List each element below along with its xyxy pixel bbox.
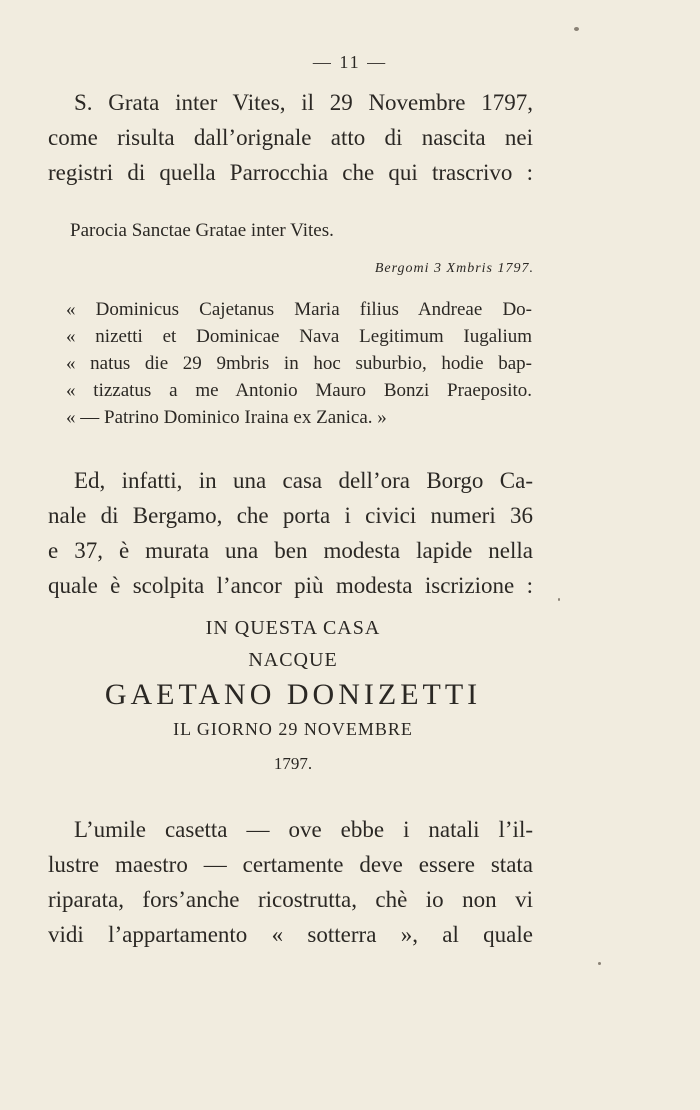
text-line: S. Grata inter Vites, il 29 Novembre 1797, (74, 90, 533, 115)
quote-line: « nizetti et Dominicae Nava Legitimum Iugalium (66, 326, 532, 347)
inscription-name: GAETANO DONIZETTI (104, 678, 482, 711)
record-dateline: Bergomi 3 Xmbris 1797. (374, 261, 534, 276)
latin-birth-record-quote (66, 296, 532, 431)
inscription-year: 1797. (273, 754, 313, 773)
paper-speck (558, 598, 560, 601)
quote-line: « tizzatus a me Antonio Mauro Bonzi Praeposito. (66, 380, 532, 401)
parish-heading: Parocia Sanctae Gratae inter Vites. (70, 220, 334, 241)
paragraph-house-plaque (48, 463, 533, 603)
page-number: — 11 — (312, 52, 388, 72)
text-line: e 37, è murata una ben modesta lapide nella (48, 538, 533, 563)
text-line: nale di Bergamo, che porta i civici numeri 36 (48, 503, 533, 528)
text-line: vidi l’appartamento « sotterra », al quale (48, 922, 533, 947)
inscription-line: IN QUESTA CASA (205, 617, 381, 639)
text-line: come risulta dall’orignale atto di nascita nei (48, 125, 533, 150)
paragraph-birth-record-intro (48, 85, 533, 190)
text-line: quale è scolpita l’ancor più modesta iscrizione : (48, 573, 533, 598)
text-line: Ed, infatti, in una casa dell’ora Borgo Ca- (74, 468, 533, 493)
text-line: registri di quella Parrocchia che qui trascrivo : (48, 160, 533, 185)
paragraph-humble-house (48, 812, 533, 952)
quote-line: « Dominicus Cajetanus Maria filius Andreae Do- (66, 299, 532, 320)
text-line: riparata, fors’anche ricostrutta, chè io non vi (48, 887, 533, 912)
text-line: lustre maestro — certamente deve essere stata (48, 852, 533, 877)
text-line: L’umile casetta — ove ebbe i natali l’il- (74, 817, 533, 842)
inscription-line: NACQUE (248, 649, 338, 671)
quote-line: « — Patrino Dominico Iraina ex Zanica. » (66, 407, 387, 428)
paper-speck (598, 962, 601, 965)
inscription-line: IL GIORNO 29 NOVEMBRE (173, 719, 413, 739)
quote-line: « natus die 29 9mbris in hoc suburbio, hodie bap- (66, 353, 532, 374)
paper-speck (574, 27, 579, 31)
